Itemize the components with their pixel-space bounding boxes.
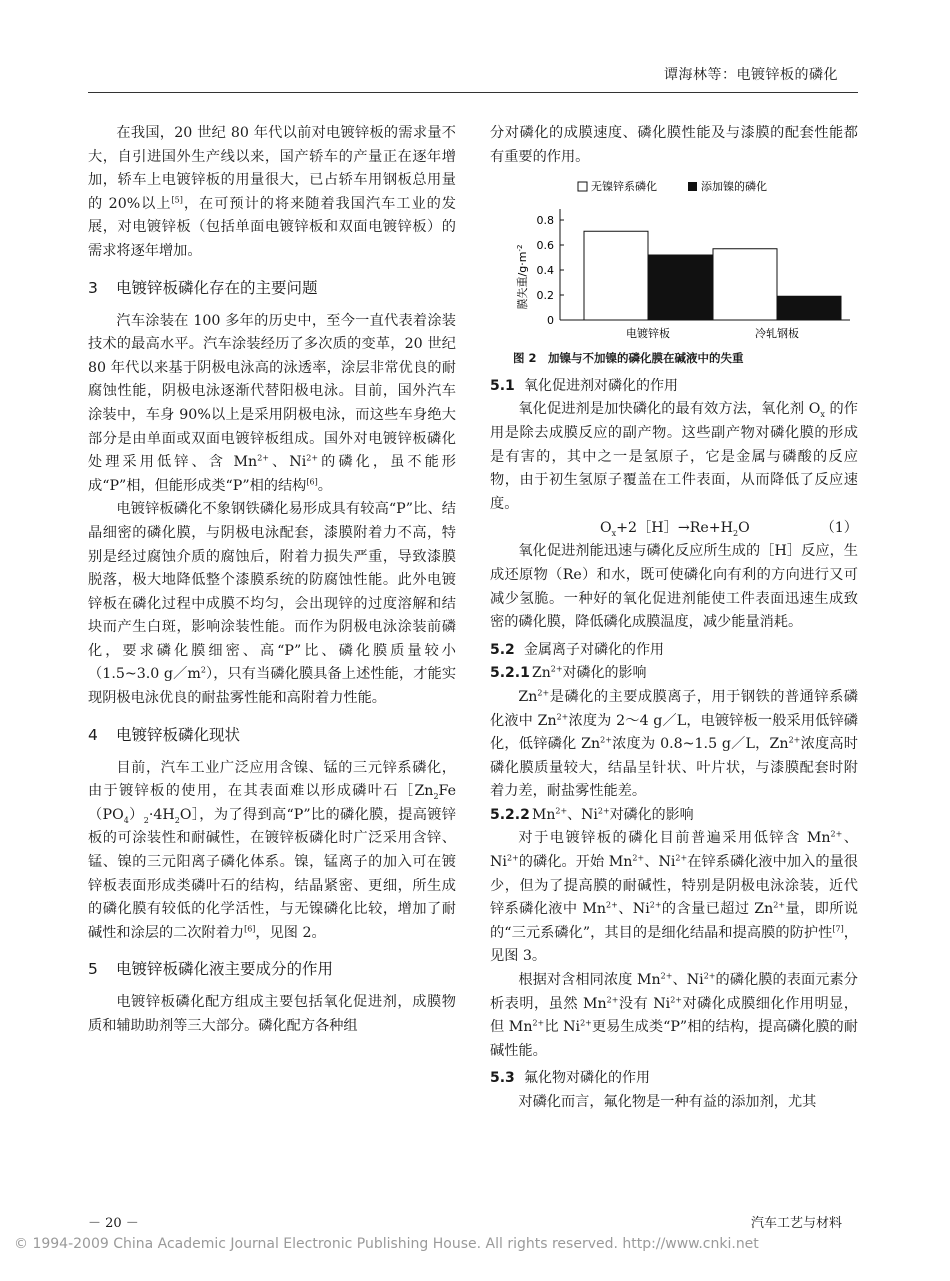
bar-no-nickel-1 [713,249,777,320]
paragraph: 对磷化而言，氟化物是一种有益的添加剂，尤其 [518,1094,817,1110]
paragraph: 氧化促进剂是加快磷化的最有效方法，氧化剂 $O_x$ 的作用是除去成膜反应的副产物。这些副产物对磷化膜的形成是有害的，其中之一是氢原子，它是金属与磷酸的反应物，由于初生氢原子覆盖在工件表面，从而降低了反应速度。 [490,401,858,512]
section-heading-4: 4 电镀锌板磷化现状 [88,725,241,744]
paragraph: 分对磷化的成膜速度、磷化膜性能及与漆膜的配套性能都有重要的作用。 [490,125,858,165]
section-heading-5-2: 5.2 金属离子对磷化的作用 [490,641,664,658]
paragraph: 对于电镀锌板的磷化目前普遍采用低锌含 $Mn^{2+}$、$Ni^{2+}$的磷化。开始 $Mn^{2+}$、$Ni^{2+}$在锌系磷化液中加入的量很少，但为了提高膜的耐碱性，特别是阴极电泳涂装，近代锌系磷化液中 $Mn^{2+}$、$Ni^{2+}$的含量已超过 $Zn^{2+}$量，即所说的“三元系磷化”，其目的是细化结晶和提高膜的防护性[7]，见图 3。 [490,829,858,965]
paragraph: 根据对含相同浓度 $Mn^{2+}$、$Ni^{2+}$的磷化膜的表面元素分析表明，虽然 $Mn^{2+}$没有 $Ni^{2+}$对磷化成膜细化作用明显，但 $Mn^{2+}$比 $Ni^{2+}$更易生成类“P”相的结构，提高磷化膜的耐碱性能。 [490,971,858,1059]
legend-swatch-no-nickel [578,182,587,191]
legend-label: 添加镍的磷化 [701,180,767,194]
bar-nickel-1 [777,296,841,320]
section-heading-5-3: 5.3 氟化物对磷化的作用 [490,1070,650,1087]
y-axis-label: 膜失重$/g\cdot m^{-2}$ [516,244,529,310]
legend-swatch-nickel [688,182,697,191]
bar-no-nickel-0 [584,231,648,320]
right-column [490,122,858,1115]
paragraph: $Zn^{2+}$是磷化的主要成膜离子，用于钢铁的普通锌系磷化液中 $Zn^{2+}$浓度为 2～4 g／L，电镀锌板一般采用低锌磷化，低锌磷化 $Zn^{2+}$浓度为 0.8~1.5 g／L，$Zn^{2+}$浓度高时磷化膜质量较大，结晶呈针状、叶片状，与漆膜配套时附着力差，耐盐雾性能差。 [490,688,858,800]
paragraph: 电镀锌板磷化不象钢铁磷化易形成具有较高“P”比、结晶细密的磷化膜，与阴极电泳配套，漆膜附着力不高，特别是经过腐蚀介质的腐蚀后，附着力损失严重，导致漆膜脱落，极大地降低整个漆膜系统的防腐蚀性能。此外电镀锌板在磷化过程中成膜不均匀，会出现锌的过度溶解和结块而产生白斑，影响涂装性能。而作为阴极电泳涂装前磷化，要求磷化膜细密、高“P”比、磷化膜质量较小（1.5~3.0 $g/m^2$），只有当磷化膜具备上述性能，才能实现阴极电泳优良的耐盐雾性能和高附着力性能。 [88,501,457,707]
paragraph: 在我国，20 世纪 80 年代以前对电镀锌板的需求量不大，自引进国外生产线以来，国产轿车的产量正在逐年增加，轿车上电镀锌板的用量很大，已占轿车用钢板总用量的 20%以上[5]，在可预计的将来随着我国汽车工业的发展，对电镀锌板（包括单面电镀锌板和双面电镀锌板）的需求将逐年增加。 [88,125,456,259]
left-column [88,122,456,1039]
header-rule [88,92,858,93]
paragraph: 目前，汽车工业广泛应用含镍、锰的三元锌系磷化，由于镀锌板的使用，在其表面难以形成磷叶石$[Zn_2Fe(PO_4)_2\cdot 4H_2O]$，为了得到高“P”比的磷化膜，提高镀锌板的可涂装性和耐碱性，在镀锌板磷化时广泛采用含锌、锰、镍的三元阳离子磷化体系。镍，锰离子的加入可在镀锌板表面形成类磷叶石的结构，结晶紧密、更细，所生成的磷化膜有较低的化学活性，与无镍磷化比较，增加了耐碱性和涂层的二次附着力[6]，见图 2。 [88,759,456,941]
equation-number: （1） [820,520,858,537]
section-heading-3: 3 电镀锌板磷化存在的主要问题 [88,278,318,297]
x-tick-label: 冷轧钢板 [755,327,799,341]
y-tick-label: 0.8 [536,214,554,228]
bar-chart [490,175,858,343]
bar-nickel-0 [648,255,712,320]
section-heading-5-2-2: 5.2.2 $Mn^{2+}$、$Ni^{2+}$对磷化的影响 [490,806,694,823]
y-tick-label: 0.4 [536,264,554,278]
legend-label: 无镍锌系磷化 [591,180,657,194]
y-tick-label: 0.2 [536,289,554,303]
equation-1: $O_x+2[H]\to Re+H_2O$ （1） [490,516,858,540]
journal-name: 汽车工艺与材料 [750,1216,842,1231]
section-heading-5-2-1: 5.2.1 $Zn^{2+}$对磷化的影响 [490,664,647,682]
section-heading-5-1: 5.1 氧化促进剂对磷化的作用 [490,377,678,394]
y-tick-label: 0 [547,314,554,328]
section-heading-5: 5 电镀锌板磷化液主要成分的作用 [88,960,334,979]
running-header: 谭海林等：电镀锌板的磷化 [664,67,838,83]
x-tick-label: 电镀锌板 [626,327,670,341]
y-tick-label: 0.6 [536,239,554,253]
paragraph: 电镀锌板磷化配方组成主要包括氧化促进剂，成膜物质和辅助助剂等三大部分。磷化配方各种组 [88,994,456,1034]
copyright-notice: © 1994-2009 China Academic Journal Electronic Publishing House. All rights reserved. http://www.cnki.net [14,1236,759,1252]
paragraph: 氧化促进剂能迅速与磷化反应所生成的［H］反应，生成还原物（Re）和水，既可使磷化向有利的方向进行又可减少氢脆。一种好的氧化促进剂能使工件表面迅速生成致密的磷化膜，降低磷化成膜温度，减少能量消耗。 [490,543,858,631]
page-number: － 20 － [88,1216,139,1231]
figure-2 [490,175,858,343]
figure-caption: 图 2 加镍与不加镍的磷化膜在碱液中的失重 [513,351,744,366]
paragraph: 汽车涂装在 100 多年的历史中，至今一直代表着涂装技术的最高水平。汽车涂装经历了多次质的变革，20 世纪 80 年代以来基于阴极电泳高的泳透率，涂层非常优良的耐腐蚀性能，阴极电泳逐渐代替阳极电泳。目前，国外汽车涂装中，车身 90%以上是采用阴极电泳，而这些车身绝大部分是由单面或双面电镀锌板组成。国外对电镀锌板磷化处理采用低锌、含 $Mn^{2+}$、$Ni^{2+}$的磷化，虽不能形成“P”相，但能形成类“P”相的结构[6]。 [88,312,456,494]
